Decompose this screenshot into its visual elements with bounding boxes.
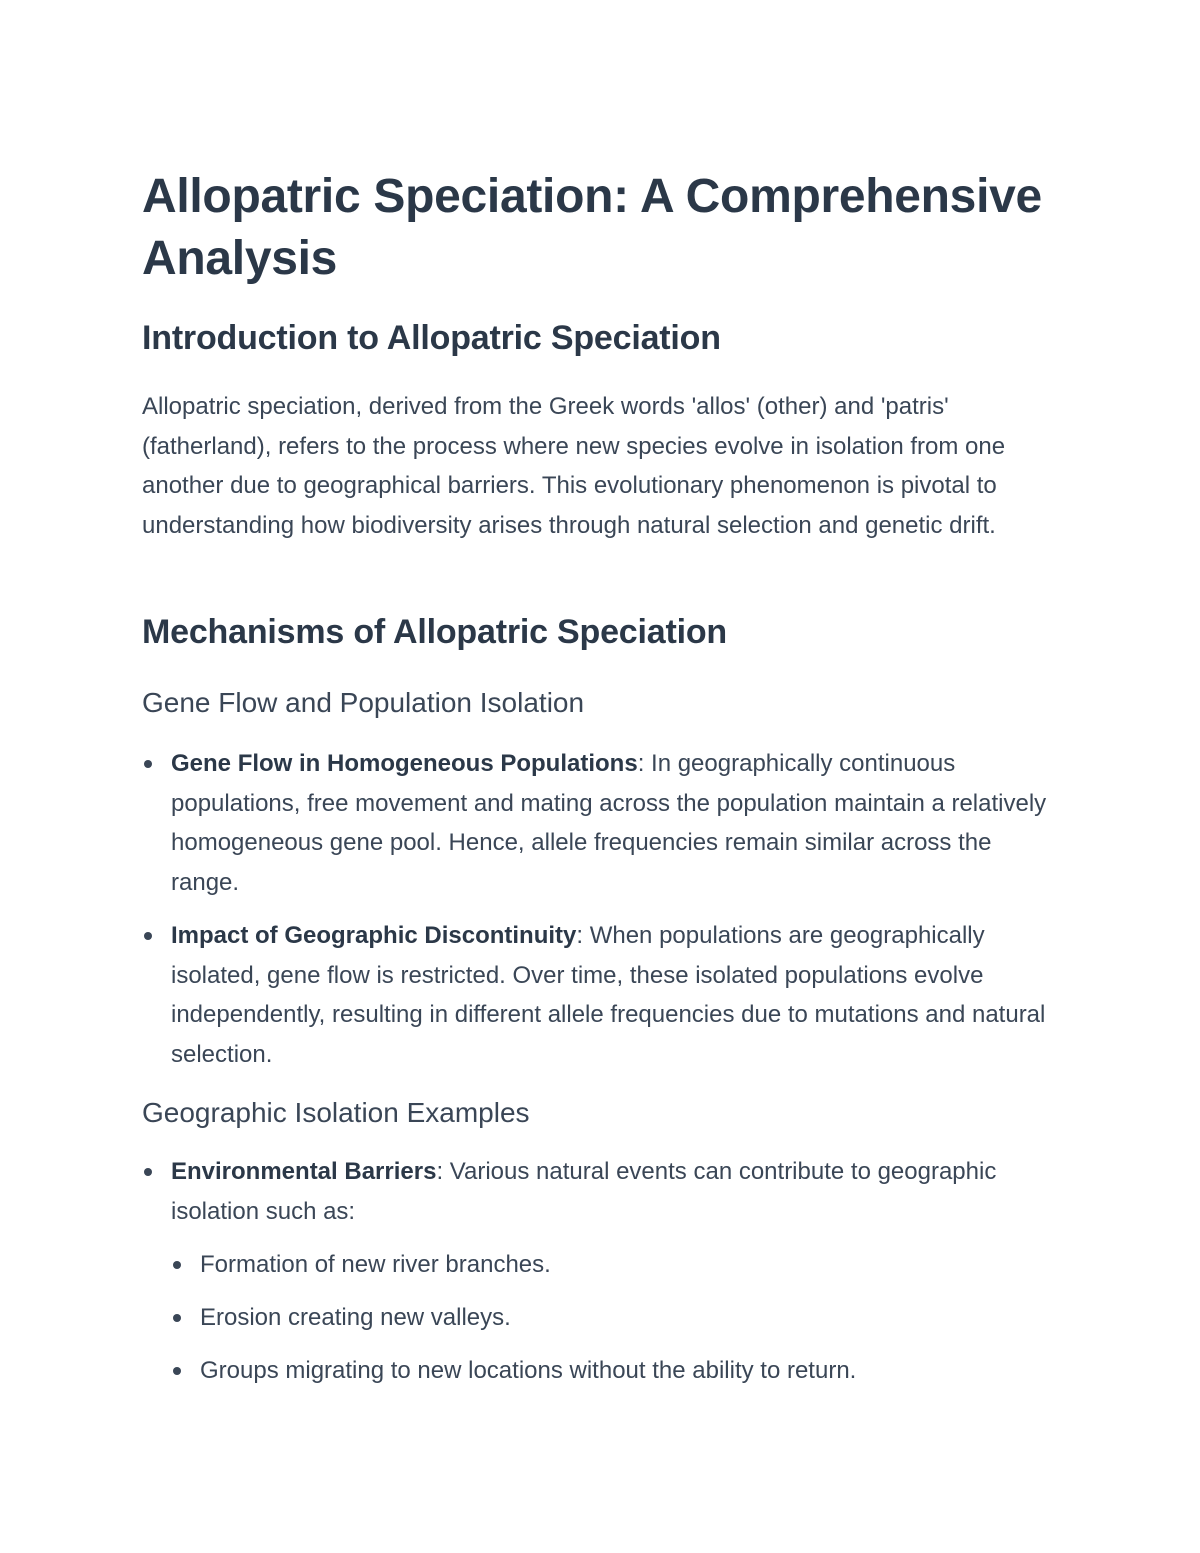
bullet-icon [144,760,152,768]
intro-paragraph: Allopatric speciation, derived from the Greek words 'allos' (other) and 'patris' (fatherland), refers to the process where new species evolve in isolation from one another due to geographical barriers. This evolutionary phenomenon is pivotal to understanding how biodiversity arises through natural selection and genetic drift. [142,393,1006,539]
examples-subheading: Geographic Isolation Examples [142,1097,530,1128]
sub-list-item-text: Formation of new river branches. [200,1251,551,1278]
list-item [142,744,1062,902]
list-item-term: Environmental Barriers [171,1158,437,1185]
sub-list-item [142,1298,1062,1338]
bullet-icon [144,1168,152,1176]
mechanisms-heading: Mechanisms of Allopatric Speciation [142,613,727,651]
list-item-term: Gene Flow in Homogeneous Populations [171,750,638,777]
bullet-icon [144,932,152,940]
list-item-text: : When populations are geographically isolated, gene flow is restricted. Over time, these isolated populations evolve independently, resulting in different allele frequencies due to mutations and natural selection. [171,922,1046,1068]
gene-flow-subheading: Gene Flow and Population Isolation [142,687,585,718]
list-item-term: Impact of Geographic Discontinuity [171,922,577,949]
list-item [142,1152,1062,1231]
list-item-text: : In geographically continuous populations, free movement and mating across the population maintain a relatively homogeneous gene pool. Hence, allele frequencies remain similar across the range. [171,750,1047,896]
sub-list-item [142,1351,1062,1391]
sub-list-item-text: Erosion creating new valleys. [200,1304,511,1331]
bullet-icon [173,1367,181,1375]
bullet-icon [173,1314,181,1322]
list-item [142,916,1062,1074]
list-item-text: : Various natural events can contribute to geographic isolation such as: [171,1158,997,1225]
sub-list-item [142,1245,1062,1285]
bullet-icon [173,1261,181,1269]
document-title: Allopatric Speciation: A Comprehensive Analysis [142,170,1042,285]
sub-list-item-text: Groups migrating to new locations without the ability to return. [200,1357,857,1384]
intro-heading: Introduction to Allopatric Speciation [142,319,721,357]
